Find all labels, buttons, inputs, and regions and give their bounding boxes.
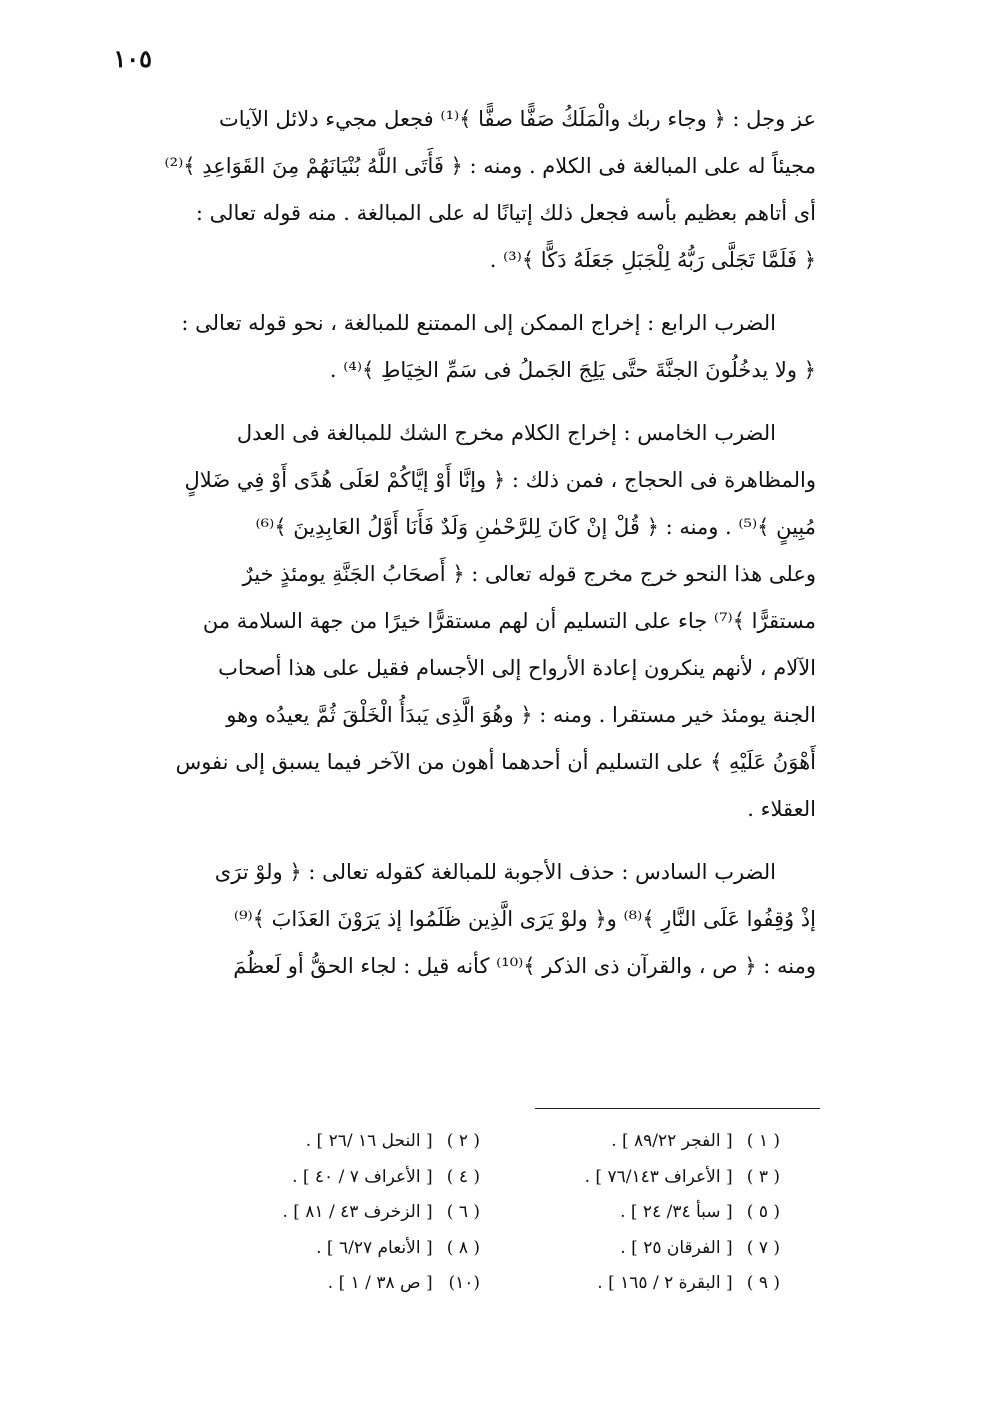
footnote-divider <box>535 1108 820 1109</box>
paragraph-2 <box>102 300 816 394</box>
footnote-item <box>200 1231 480 1267</box>
footnote-number: ( ٥ ) <box>746 1202 780 1222</box>
body-text <box>102 96 816 990</box>
text-line: عز وجل : ﴿ وجاء ربك والْمَلَكُ صَفًّا صفًّا ﴾⁽¹⁾ فجعل مجيء دلائل الآيات <box>218 107 816 131</box>
footnote-text: [ النحل ١٦ /٢٦ ] . <box>305 1131 433 1151</box>
text-line: الضرب السادس : حذف الأجوبة للمبالغة كقوله تعالى : ﴿ ولوْ ترَى <box>214 860 776 884</box>
text-line: مستقرًّا ﴾⁽⁷⁾ جاء على التسليم أن لهم مستقرًّا خيرًا من جهة السلامة من <box>202 609 816 633</box>
footnote-text: [ الأعراف ٧ / ٤٠ ] . <box>292 1166 433 1187</box>
footnote-number: ( ٧ ) <box>746 1237 780 1258</box>
footnote-text: [ ص ٣٨ / ١ ] . <box>327 1273 433 1293</box>
text-line: الضرب الخامس : إخراج الكلام مخرج الشك للمبالغة فى العدل <box>236 421 776 445</box>
paragraph-3 <box>102 410 816 833</box>
text-line: إذْ وُقِفُوا عَلَى النَّارِ ﴾⁽⁸⁾ و﴿ ولوْ يَرَى الَّذِين ظَلَمُوا إذ يَرَوْنَ العَذَابَ ﴾⁽⁹⁾ <box>233 907 816 931</box>
footnote-number: ( ٩ ) <box>746 1273 780 1293</box>
footnote-text: [ الأعراف ٧٦/١٤٣ ] . <box>584 1166 733 1187</box>
footnotes <box>200 1124 780 1302</box>
footnote-number: ( ٢ ) <box>446 1131 480 1151</box>
text-line: مُبِينٍ ﴾⁽⁵⁾ . ومنه : ﴿ قُلْ إنْ كَانَ لِلرَّحْمٰنِ وَلَدٌ فَأَنَا أَوَّلُ العَابِدِينَ ﴾⁽⁶⁾ <box>255 515 816 539</box>
text-line: أَهْوَنُ عَلَيْهِ ﴾ على التسليم أن أحدهما أهون من الآخر فيما يسبق إلى نفوس <box>175 750 816 774</box>
footnote-number: ( ٦ ) <box>446 1202 480 1222</box>
text-line: أى أتاهم بعظيم بأسه فجعل ذلك إتيانًا له على المبالغة . منه قوله تعالى : <box>195 201 816 225</box>
footnote-text: [ سبأ ٣٤/ ٢٤ ] . <box>620 1202 733 1222</box>
text-line: الجنة يومئذ خير مستقرا . ومنه : ﴿ وهُوَ الَّذِى يَبدَأُ الْخَلْقَ ثُمَّ يعيدُه وهو <box>226 703 816 727</box>
text-line: ومنه : ﴿ ص ، والقرآن ذى الذكر ﴾⁽¹⁰⁾ كأنه قيل : لجاء الحقُّ أو لَعظُمَ <box>233 954 816 978</box>
footnote-item <box>200 1266 480 1302</box>
footnote-item <box>480 1266 780 1302</box>
page-number: ١٠٥ <box>113 44 152 73</box>
footnote-item <box>480 1195 780 1231</box>
footnote-number: ( ٤ ) <box>446 1166 480 1187</box>
footnote-number: ( ٨ ) <box>446 1237 480 1258</box>
footnote-number: ( ٣ ) <box>746 1166 780 1187</box>
footnote-item <box>200 1160 480 1196</box>
text-line: العقلاء . <box>747 797 816 821</box>
text-line: الآلام ، لأنهم ينكرون إعادة الأرواح إلى الأجسام فقيل على هذا أصحاب <box>218 656 816 680</box>
footnote-item <box>480 1124 780 1160</box>
footnote-text: [ الفرقان ٢٥ ] . <box>620 1237 733 1258</box>
footnote-item <box>480 1231 780 1267</box>
paragraph-4 <box>102 849 816 990</box>
text-line: الضرب الرابع : إخراج الممكن إلى الممتنع للمبالغة ، نحو قوله تعالى : <box>181 311 776 335</box>
footnote-text: [ الفجر ٨٩/٢٢ ] . <box>611 1131 733 1151</box>
text-line: والمظاهرة فى الحجاج ، فمن ذلك : ﴿ وإنَّا أَوْ إيَّاكُمْ لعَلَى هُدًى أَوْ فِي ضَلالٍ <box>184 468 816 492</box>
text-line: ﴿ ولا يدخُلُونَ الجنَّةَ حتَّى يَلِجَ الجَملُ فى سَمِّ الخِيَاطِ ﴾⁽⁴⁾ . <box>329 358 816 382</box>
paragraph-1 <box>102 96 816 284</box>
footnote-item <box>480 1160 780 1196</box>
footnote-item <box>200 1195 480 1231</box>
footnote-text: [ البقرة ٢ / ١٦٥ ] . <box>597 1273 733 1293</box>
footnote-text: [ الزخرف ٤٣ / ٨١ ] . <box>282 1202 433 1222</box>
text-line: ﴿ فَلَمَّا تَجَلَّى رَبُّهُ لِلْجَبَلِ جَعَلَهُ دَكًّا ﴾⁽³⁾ . <box>489 248 816 272</box>
text-line: مجيئاً له على المبالغة فى الكلام . ومنه : ﴿ فَأَتَى اللَّهُ بُنْيَانَهُمْ مِنَ القَوَاعِدِ ﴾⁽²⁾ <box>164 154 816 178</box>
text-line: وعلى هذا النحو خرج مخرج قوله تعالى : ﴿ أَصحَابُ الجَنَّةِ يومئذٍ خيرٌ <box>242 562 816 586</box>
footnote-text: [ الأنعام ٦/٢٧ ] . <box>316 1237 433 1258</box>
footnote-item <box>200 1124 480 1160</box>
footnote-number: (١٠) <box>448 1273 480 1293</box>
footnote-number: ( ١ ) <box>746 1131 780 1151</box>
